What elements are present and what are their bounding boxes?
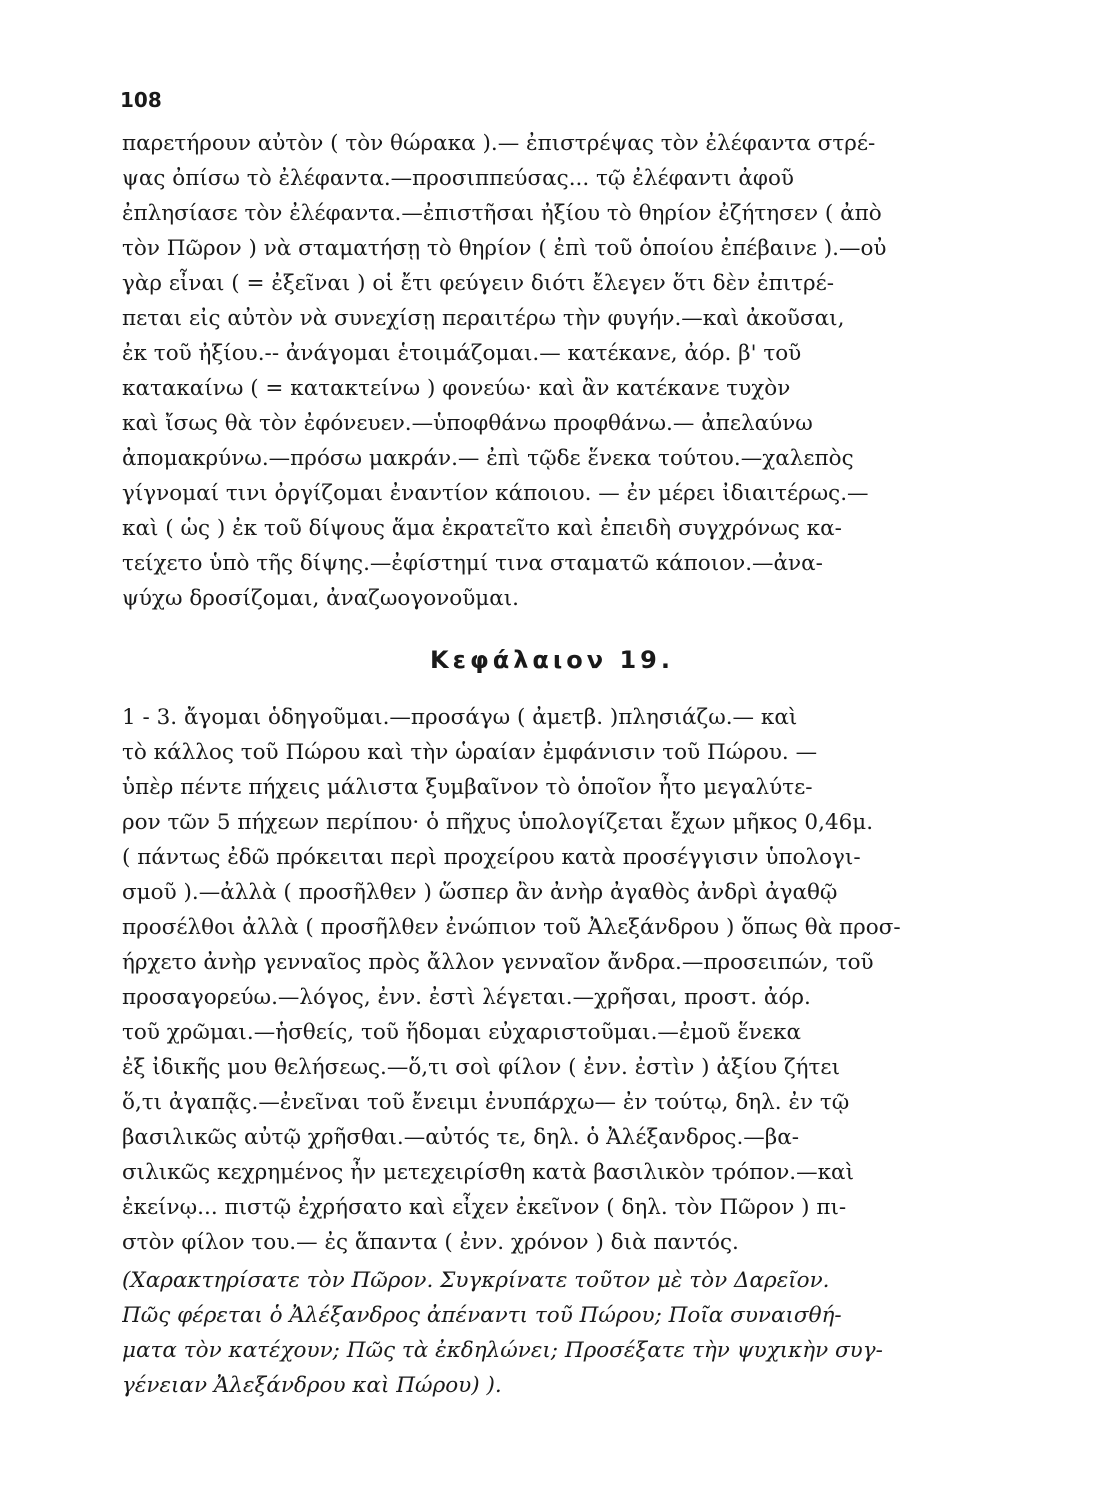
text-line: 1 - 3. ἄγομαι ὁδηγοῦμαι.—προσάγω ( ἀμετβ. )πλησιάζω.— καὶ xyxy=(122,705,798,730)
text-line: τὸ κάλλος τοῦ Πώρου καὶ τὴν ὡραίαν ἐμφάνισιν τοῦ Πώρου. — xyxy=(122,740,818,765)
text-line: τείχετο ὑπὸ τῆς δίψης.—ἐφίστημί τινα σταματῶ κάποιον.—ἀνα- xyxy=(122,551,823,576)
text-line: ὑπὲρ πέντε πήχεις μάλιστα ξυμβαῖνον τὸ ὁποῖον ἦτο μεγαλύτε- xyxy=(122,775,813,800)
text-line: γὰρ εἶναι ( = ἐξεῖναι ) οἱ ἔτι φεύγειν διότι ἔλεγεν ὅτι δὲν ἐπιτρέ- xyxy=(122,271,835,296)
paragraph-glossary-1 xyxy=(122,126,974,616)
page-number: 108 xyxy=(120,88,162,112)
text-line: τοῦ χρῶμαι.—ἡσθείς, τοῦ ἥδομαι εὐχαριστοῦμαι.—ἐμοῦ ἕνεκα xyxy=(122,1020,801,1045)
text-line: τὸν Πῶρον ) νὰ σταματήσῃ τὸ θηρίον ( ἐπὶ τοῦ ὁποίου ἐπέβαινε ).—οὐ xyxy=(122,236,887,261)
text-line: κατακαίνω ( = κατακτείνω ) φονεύω· καὶ ἂν κατέκανε τυχὸν xyxy=(122,376,791,401)
text-line: ὅ,τι ἀγαπᾷς.—ἐνεῖναι τοῦ ἔνειμι ἐνυπάρχω— ἐν τούτῳ, δηλ. ἐν τῷ xyxy=(122,1090,850,1115)
text-line: προσέλθοι ἀλλὰ ( προσῆλθεν ἐνώπιον τοῦ Ἀλεξάνδρου ) ὅπως θὰ προσ- xyxy=(122,915,901,940)
text-line: ψας ὀπίσω τὸ ἐλέφαντα.—προσιππεύσας... τῷ ἐλέφαντι ἀφοῦ xyxy=(122,166,794,191)
text-line: βασιλικῶς αὐτῷ χρῆσθαι.—αὐτός τε, δηλ. ὁ Ἀλέξανδρος.—βα- xyxy=(122,1125,799,1150)
text-line: ἐκείνῳ... πιστῷ ἐχρήσατο καὶ εἶχεν ἐκεῖνον ( δηλ. τὸν Πῶρον ) πι- xyxy=(122,1195,847,1220)
text-line: Πῶς φέρεται ὁ Ἀλέξανδρος ἀπέναντι τοῦ Πώρου; Ποῖα συναισθή- xyxy=(122,1303,842,1328)
text-line: παρετήρουν αὐτὸν ( τὸν θώρακα ).— ἐπιστρέψας τὸν ἐλέφαντα στρέ- xyxy=(122,131,876,156)
chapter-heading: Κεφάλαιον 19. xyxy=(430,646,674,674)
text-line: γίγνομαί τινι ὀργίζομαι ἐναντίον κάποιου. — ἐν μέρει ἰδιαιτέρως.— xyxy=(122,481,869,506)
text-line: ἐκ τοῦ ἠξίου.-- ἀνάγομαι ἑτοιμάζομαι.— κατέκανε, ἀόρ. β' τοῦ xyxy=(122,341,802,366)
text-line: ρον τῶν 5 πήχεων περίπου· ὁ πῆχυς ὑπολογίζεται ἔχων μῆκος 0,46μ. xyxy=(122,810,874,835)
questions-paragraph xyxy=(122,1263,974,1403)
text-line: ψύχω δροσίζομαι, ἀναζωογονοῦμαι. xyxy=(122,586,520,611)
text-line: σιλικῶς κεχρημένος ἦν μετεχειρίσθη κατὰ βασιλικὸν τρόπον.—καὶ xyxy=(122,1160,855,1185)
text-line: ἐξ ἰδικῆς μου θελήσεως.—ὅ,τι σοὶ φίλον ( ἐνν. ἐστὶν ) ἀξίου ζήτει xyxy=(122,1055,840,1080)
paragraph-glossary-2 xyxy=(122,700,974,1260)
text-line: ήρχετο ἀνὴρ γενναῖος πρὸς ἄλλον γενναῖον ἄνδρα.—προσειπών, τοῦ xyxy=(122,950,874,975)
text-line: ματα τὸν κατέχουν; Πῶς τὰ ἐκδηλώνει; Προσέξατε τὴν ψυχικὴν συγ- xyxy=(122,1338,883,1363)
text-line: ἐπλησίασε τὸν ἐλέφαντα.—ἐπιστῆσαι ἠξίου τὸ θηρίον ἐζήτησεν ( ἀπὸ xyxy=(122,201,882,226)
text-line: καὶ ἴσως θὰ τὸν ἐφόνευεν.—ὑποφθάνω προφθάνω.— ἀπελαύνω xyxy=(122,411,813,436)
text-line: γένειαν Ἀλεξάνδρου καὶ Πώρου) ). xyxy=(122,1373,502,1398)
text-line: (Χαρακτηρίσατε τὸν Πῶρον. Συγκρίνατε τοῦτον μὲ τὸν Δαρεῖον. xyxy=(122,1268,830,1293)
text-line: σμοῦ ).—ἀλλὰ ( προσῆλθεν ) ὥσπερ ἂν ἀνὴρ ἀγαθὸς ἀνδρὶ ἀγαθῷ xyxy=(122,880,838,905)
text-line: καὶ ( ὡς ) ἐκ τοῦ δίψους ἅμα ἐκρατεῖτο καὶ ἐπειδὴ συγχρόνως κα- xyxy=(122,516,842,541)
text-line: προσαγορεύω.—λόγος, ἐνν. ἐστὶ λέγεται.—χρῆσαι, προστ. ἀόρ. xyxy=(122,985,811,1010)
text-line: ἀπομακρύνω.—πρόσω μακράν.— ἐπὶ τῷδε ἕνεκα τούτου.—χαλεπὸς xyxy=(122,446,854,471)
text-line: ( πάντως ἐδῶ πρόκειται περὶ προχείρου κατὰ προσέγγισιν ὑπολογι- xyxy=(122,845,861,870)
text-line: πεται εἰς αὐτὸν νὰ συνεχίσῃ περαιτέρω τὴν φυγήν.—καὶ ἀκοῦσαι, xyxy=(122,306,845,331)
text-line: στὸν φίλον του.— ἐς ἅπαντα ( ἐνν. χρόνον ) διὰ παντός. xyxy=(122,1230,739,1255)
